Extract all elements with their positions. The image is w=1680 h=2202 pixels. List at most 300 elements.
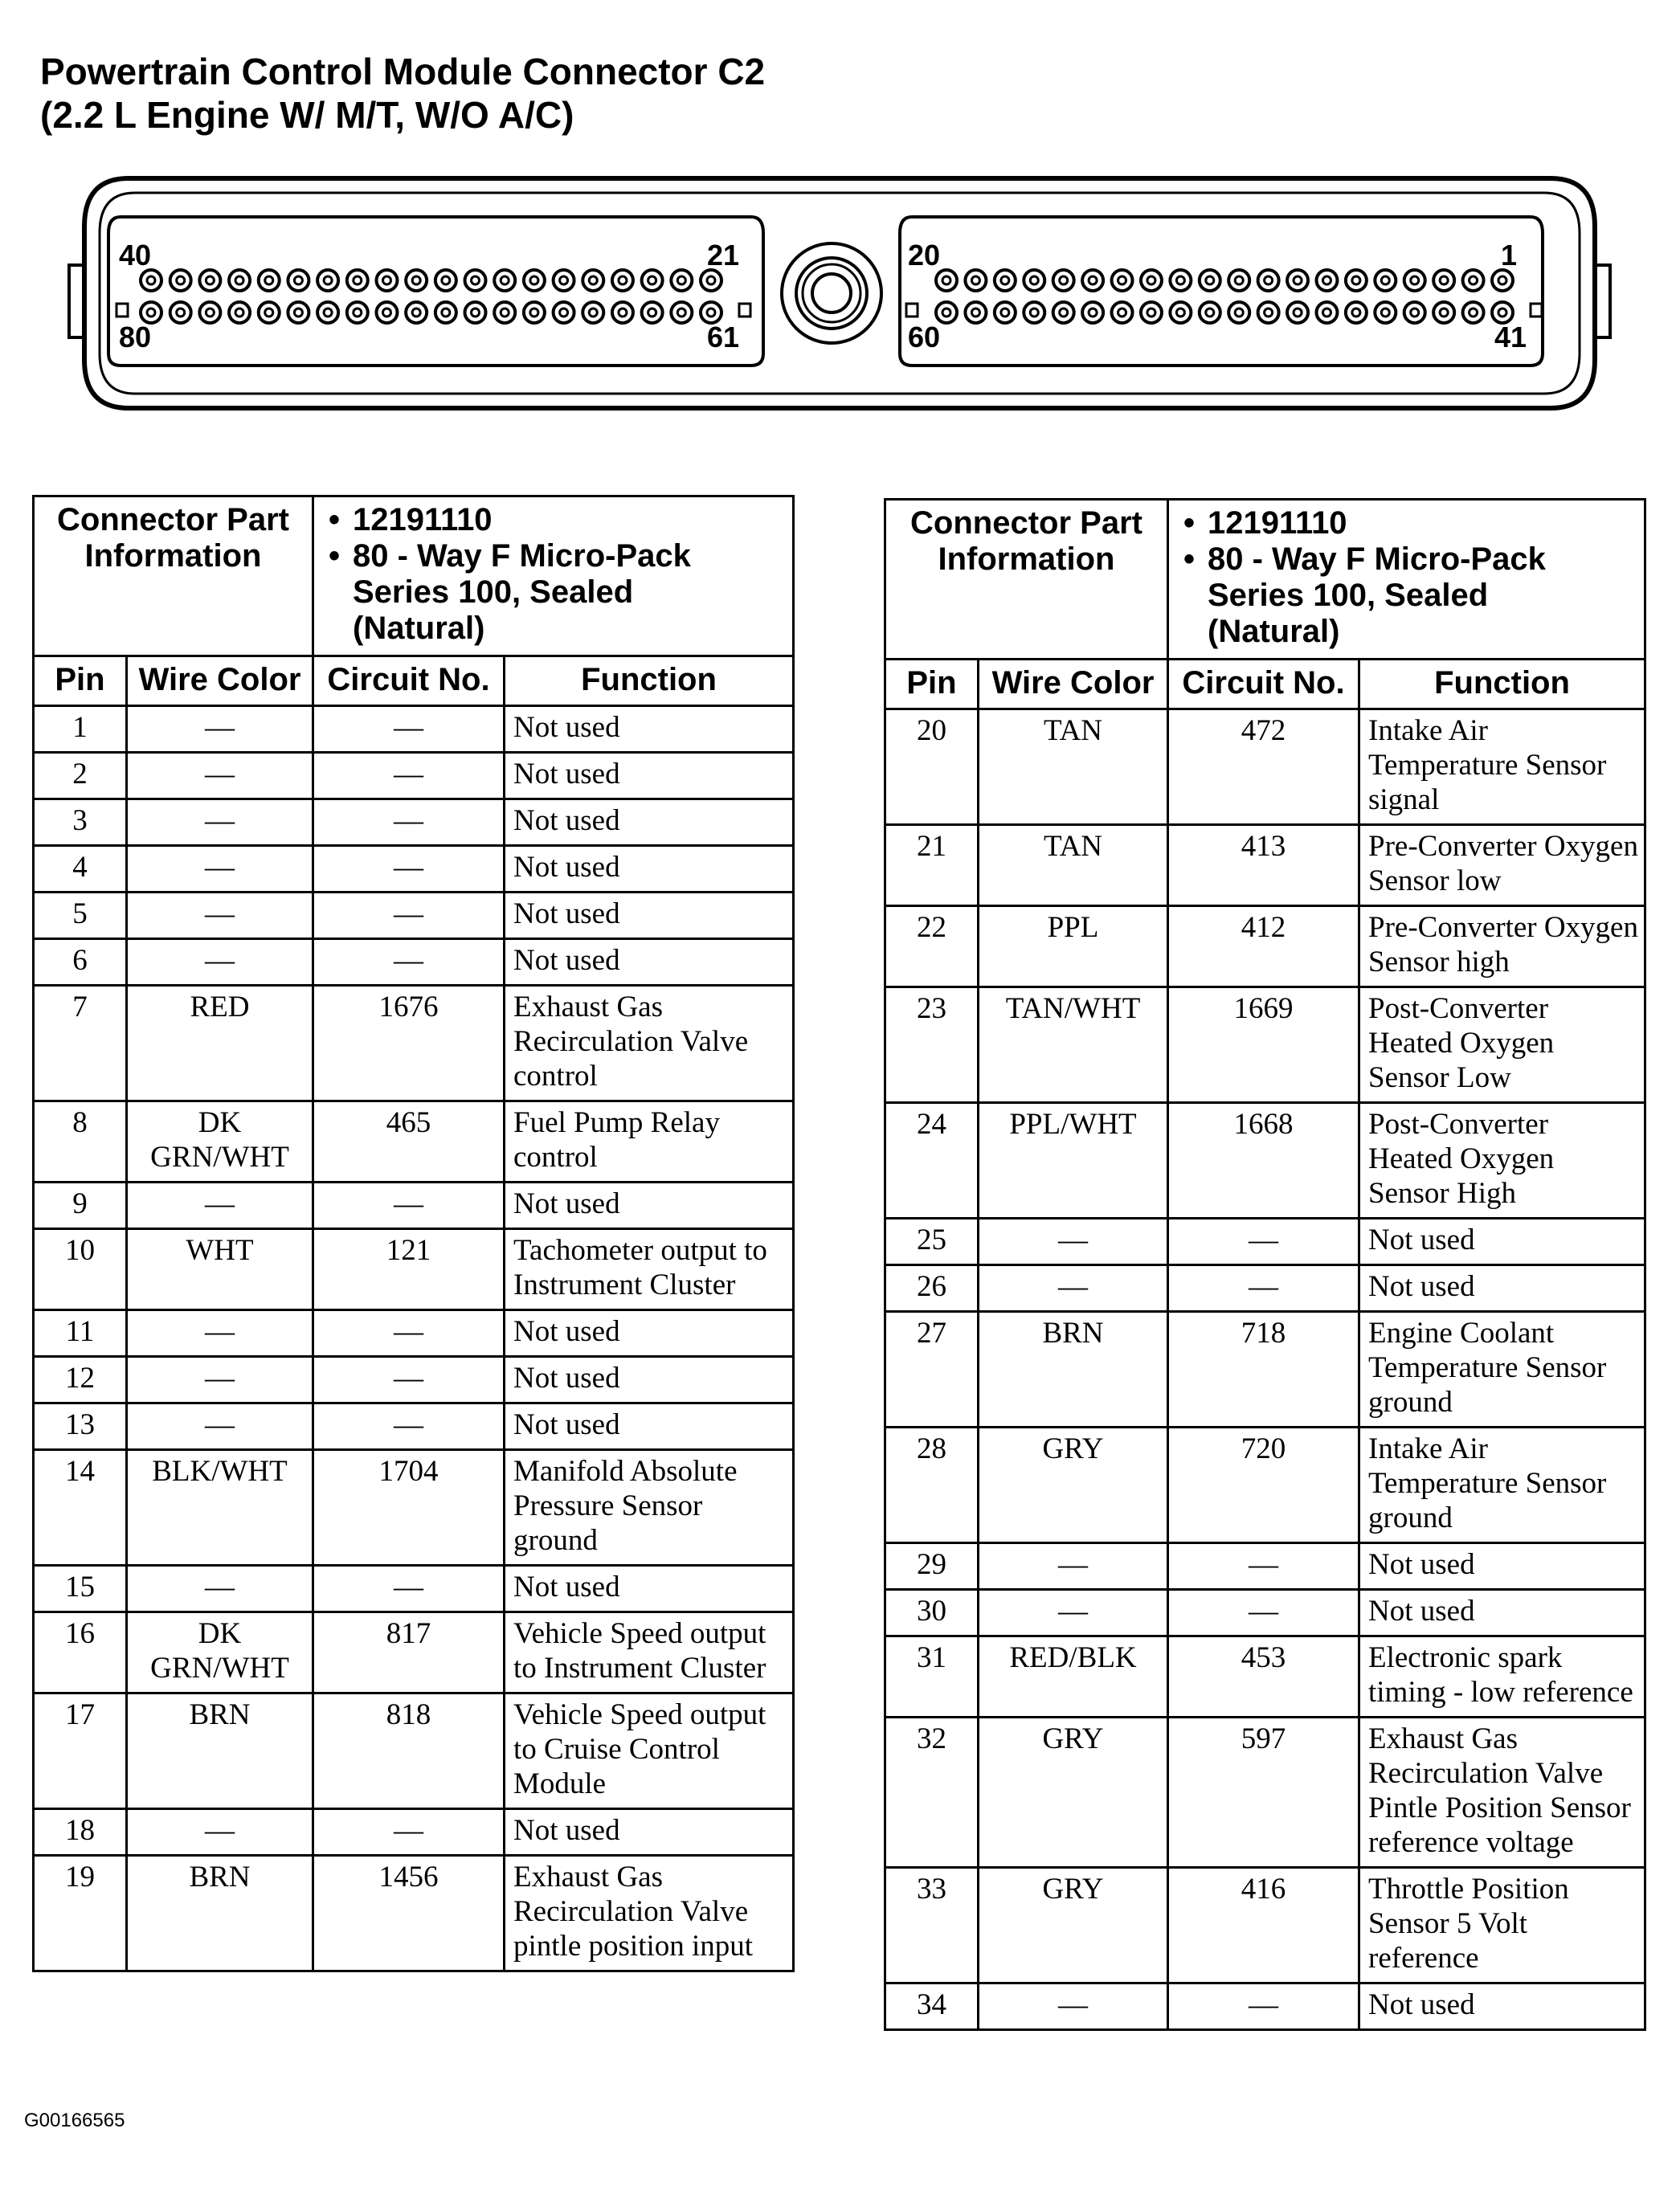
table-row — [34, 893, 794, 939]
left-pin-table — [32, 495, 795, 1972]
pin-cavity — [317, 270, 338, 291]
col-header-function: Function — [1359, 660, 1645, 709]
table-row — [885, 1219, 1645, 1265]
pin-cavity-center — [619, 276, 627, 284]
pin-cell: 4 — [34, 846, 127, 893]
figure-code: G00166565 — [24, 2110, 125, 2131]
connector-housing-outer — [84, 178, 1595, 408]
wire-color-cell: PPL/WHT — [979, 1103, 1168, 1219]
key-center-right — [906, 304, 918, 317]
function-cell: Post-Converter Heated Oxygen Sensor High — [1359, 1103, 1645, 1219]
pin-cavity-center — [442, 276, 450, 284]
pin-cavity — [1492, 270, 1513, 291]
pin-cavity — [376, 270, 397, 291]
table-row — [885, 1590, 1645, 1636]
pin-cavity — [1258, 270, 1279, 291]
wire-color-cell: — — [127, 1357, 313, 1403]
pin-cavity — [1141, 270, 1162, 291]
function-cell: Not used — [505, 799, 794, 846]
function-cell: Not used — [505, 1403, 794, 1450]
function-cell: Not used — [505, 706, 794, 753]
pin-cavity-center — [1206, 308, 1214, 317]
col-header-pin: Pin — [34, 656, 127, 706]
pin-cavity-center — [560, 308, 568, 317]
function-cell: Not used — [505, 1310, 794, 1357]
pin-cell: 8 — [34, 1101, 127, 1183]
pin-cell: 10 — [34, 1229, 127, 1310]
table-row — [34, 1183, 794, 1229]
wire-color-cell: — — [127, 1809, 313, 1856]
pin-cell: 18 — [34, 1809, 127, 1856]
pin-cell: 33 — [885, 1868, 979, 1983]
pin-cavity — [1082, 302, 1103, 323]
pin-cavity — [1287, 302, 1308, 323]
circuit-cell: — — [313, 1403, 505, 1450]
pin-cavity — [1024, 270, 1044, 291]
table-row — [885, 1543, 1645, 1590]
connector-diagram — [0, 0, 1680, 450]
pin-cavity — [1346, 270, 1367, 291]
pin-cavity-center — [206, 276, 214, 284]
wire-color-cell: — — [979, 1590, 1168, 1636]
pin-cavity-center — [648, 308, 656, 317]
col-header-wire: Wire Color — [127, 656, 313, 706]
pin-cavity-center — [1235, 276, 1243, 284]
pin-cavity-center — [589, 276, 597, 284]
pin-cavity — [288, 302, 309, 323]
label-pin-1: 1 — [1501, 239, 1518, 272]
pin-cavity — [1316, 302, 1337, 323]
pin-cavity-center — [942, 276, 950, 284]
right-pin-table — [884, 498, 1646, 2031]
part-description-1: • 80 - Way F Micro-Pack — [1208, 541, 1636, 578]
pin-cell: 22 — [885, 906, 979, 987]
function-cell: Throttle Position Sensor 5 Volt reference — [1359, 1868, 1645, 1983]
pin-cavity — [1375, 302, 1396, 323]
circuit-cell: 412 — [1168, 906, 1359, 987]
pin-cell: 7 — [34, 986, 127, 1101]
pin-cavity-center — [1294, 308, 1302, 317]
left-table-body — [34, 706, 794, 1971]
pin-cell: 12 — [34, 1357, 127, 1403]
circuit-cell: — — [313, 1357, 505, 1403]
pin-cell: 14 — [34, 1450, 127, 1566]
circuit-cell: — — [313, 753, 505, 799]
pin-cavity-center — [1030, 308, 1038, 317]
part-info-details — [313, 496, 794, 656]
title-line-2: (2.2 L Engine W/ M/T, W/O A/C) — [40, 94, 574, 136]
pin-cavity — [259, 270, 280, 291]
col-header-circuit: Circuit No. — [1168, 660, 1359, 709]
part-number: • 12191110 — [353, 502, 784, 538]
circuit-cell: — — [313, 893, 505, 939]
pin-cavity-center — [1060, 308, 1068, 317]
pin-cell: 2 — [34, 753, 127, 799]
table-row — [34, 799, 794, 846]
pin-cavity-center — [971, 276, 979, 284]
pin-cell: 32 — [885, 1718, 979, 1868]
circuit-cell: — — [313, 1566, 505, 1612]
table-row — [34, 1310, 794, 1357]
key-center-left — [739, 304, 750, 317]
pin-cavity-center — [294, 276, 302, 284]
wire-color-cell: GRY — [979, 1868, 1168, 1983]
table-row — [885, 1718, 1645, 1868]
pin-cavity — [1404, 302, 1425, 323]
label-pin-60: 60 — [908, 321, 941, 353]
circuit-cell: — — [313, 939, 505, 986]
pin-cavity-center — [147, 308, 155, 317]
circuit-cell: 818 — [313, 1693, 505, 1809]
circuit-cell: 1669 — [1168, 987, 1359, 1103]
wire-color-cell: BRN — [127, 1693, 313, 1809]
pin-cavity-center — [206, 308, 214, 317]
pin-cavity — [435, 302, 456, 323]
pin-cavity-center — [589, 308, 597, 317]
pin-cell: 19 — [34, 1856, 127, 1971]
pin-cell: 16 — [34, 1612, 127, 1693]
pin-cavity — [347, 302, 368, 323]
pin-cavity-center — [1411, 276, 1419, 284]
pin-cavity-center — [1498, 276, 1506, 284]
pin-cell: 3 — [34, 799, 127, 846]
pin-cavity-center — [235, 276, 243, 284]
pin-cavity — [1463, 270, 1484, 291]
pin-cavity — [995, 270, 1016, 291]
pin-cavity-center — [1265, 308, 1273, 317]
pin-cavity — [259, 302, 280, 323]
pin-cavity — [936, 270, 957, 291]
pin-cavity — [170, 302, 191, 323]
right-table-body — [885, 709, 1645, 2030]
pin-cavity-center — [1498, 308, 1506, 317]
key-left — [116, 304, 128, 317]
pin-cavity-center — [501, 276, 509, 284]
pin-cavity — [1375, 270, 1396, 291]
table-row — [885, 987, 1645, 1103]
function-cell: Intake Air Temperature Sensor signal — [1359, 709, 1645, 825]
wire-color-cell: PPL — [979, 906, 1168, 987]
wire-color-cell: GRY — [979, 1718, 1168, 1868]
wire-color-cell: — — [979, 1983, 1168, 2030]
pin-cavity — [701, 270, 721, 291]
pin-cavity-center — [265, 308, 273, 317]
circuit-cell: 413 — [1168, 825, 1359, 906]
wire-color-cell: TAN — [979, 709, 1168, 825]
pin-cavity — [229, 302, 250, 323]
pin-cavity-center — [648, 276, 656, 284]
function-cell: Not used — [505, 753, 794, 799]
circuit-cell: — — [313, 846, 505, 893]
pin-cavity-center — [412, 276, 420, 284]
pin-cavity-center — [530, 276, 538, 284]
pin-cavity-center — [1235, 308, 1243, 317]
label-pin-20: 20 — [908, 239, 941, 272]
pin-cell: 21 — [885, 825, 979, 906]
table-row — [34, 753, 794, 799]
table-row — [885, 1983, 1645, 2030]
center-bolt-ring — [796, 258, 867, 329]
pin-cavity — [1170, 302, 1191, 323]
pin-cavity-center — [1089, 276, 1097, 284]
pin-cell: 13 — [34, 1403, 127, 1450]
table-row — [34, 939, 794, 986]
table-row — [34, 846, 794, 893]
pin-cavity-center — [177, 308, 185, 317]
pin-cavity — [1112, 302, 1133, 323]
pin-cavity — [199, 302, 220, 323]
pin-cavity-center — [1440, 308, 1448, 317]
pin-cell: 1 — [34, 706, 127, 753]
connector-housing-inner — [100, 193, 1580, 394]
pin-cavity — [965, 270, 986, 291]
pin-cavity-center — [472, 308, 480, 317]
pin-cavity — [1228, 270, 1249, 291]
circuit-cell: — — [1168, 1265, 1359, 1312]
circuit-cell: — — [1168, 1983, 1359, 2030]
label-pin-80: 80 — [119, 321, 152, 353]
pin-cavity — [1053, 270, 1074, 291]
circuit-cell: — — [1168, 1590, 1359, 1636]
label-pin-61: 61 — [707, 321, 740, 353]
pin-cell: 25 — [885, 1219, 979, 1265]
pin-cavity-center — [354, 276, 362, 284]
pin-cavity-center — [294, 308, 302, 317]
circuit-cell: — — [313, 1809, 505, 1856]
pin-cavity-center — [1469, 276, 1478, 284]
label-pin-40: 40 — [119, 239, 152, 272]
pin-cavity — [554, 302, 574, 323]
col-header-wire: Wire Color — [979, 660, 1168, 709]
pin-cavity — [170, 270, 191, 291]
wire-color-cell: DK GRN/WHT — [127, 1612, 313, 1693]
pin-cavity — [376, 302, 397, 323]
function-cell: Vehicle Speed output to Cruise Control Module — [505, 1693, 794, 1809]
circuit-cell: 121 — [313, 1229, 505, 1310]
function-cell: Not used — [505, 1809, 794, 1856]
circuit-cell: — — [313, 706, 505, 753]
pin-cavity — [1112, 270, 1133, 291]
pin-cavity — [1082, 270, 1103, 291]
table-row — [34, 1693, 794, 1809]
pin-cavity-center — [324, 308, 332, 317]
wire-color-cell: — — [127, 753, 313, 799]
pin-cavity — [435, 270, 456, 291]
pin-cell: 5 — [34, 893, 127, 939]
pin-cavity — [1024, 302, 1044, 323]
circuit-cell: 416 — [1168, 1868, 1359, 1983]
table-row — [34, 986, 794, 1101]
function-cell: Pre-Converter Oxygen Sensor high — [1359, 906, 1645, 987]
table-row — [34, 1566, 794, 1612]
wire-color-cell: BLK/WHT — [127, 1450, 313, 1566]
col-header-function: Function — [505, 656, 794, 706]
pin-cell: 30 — [885, 1590, 979, 1636]
function-cell: Not used — [1359, 1983, 1645, 2030]
pin-cavity-center — [1352, 308, 1360, 317]
pin-cavity-center — [1381, 276, 1389, 284]
pin-cavity — [288, 270, 309, 291]
pin-cavity-center — [1469, 308, 1478, 317]
table-row — [34, 1229, 794, 1310]
center-bolt-hub — [812, 274, 851, 313]
function-cell: Not used — [1359, 1590, 1645, 1636]
pin-cell: 11 — [34, 1310, 127, 1357]
function-cell: Post-Converter Heated Oxygen Sensor Low — [1359, 987, 1645, 1103]
wire-color-cell: — — [127, 893, 313, 939]
part-info-row — [885, 500, 1645, 660]
col-header-pin: Pin — [885, 660, 979, 709]
key-right — [1531, 304, 1542, 317]
pin-cell: 27 — [885, 1312, 979, 1428]
pin-cell: 9 — [34, 1183, 127, 1229]
pin-cell: 28 — [885, 1428, 979, 1543]
pin-cavity-center — [707, 308, 715, 317]
circuit-cell: 1456 — [313, 1856, 505, 1971]
pin-cavity-center — [382, 276, 390, 284]
pin-cavity — [1404, 270, 1425, 291]
wire-color-cell: — — [127, 1566, 313, 1612]
wire-color-cell: — — [127, 939, 313, 986]
wire-color-cell: TAN/WHT — [979, 987, 1168, 1103]
column-header-row — [34, 656, 794, 706]
pin-cavity — [229, 270, 250, 291]
pin-cavity — [1258, 302, 1279, 323]
pin-cavity — [1200, 270, 1220, 291]
pin-cavity — [612, 270, 633, 291]
function-cell: Exhaust Gas Recirculation Valve Pintle Position Sensor reference voltage — [1359, 1718, 1645, 1868]
table-row — [885, 709, 1645, 825]
pin-cavity — [612, 302, 633, 323]
part-description-3: (Natural) — [1208, 614, 1340, 649]
function-cell: Not used — [505, 846, 794, 893]
pin-cavity-center — [1030, 276, 1038, 284]
pin-cavity-center — [677, 308, 685, 317]
pin-cavity — [671, 270, 692, 291]
circuit-cell: 817 — [313, 1612, 505, 1693]
wire-color-cell: — — [127, 706, 313, 753]
pin-cavity-center — [530, 308, 538, 317]
part-description-3: (Natural) — [353, 611, 485, 646]
pin-cavity — [494, 270, 515, 291]
pin-cavity — [1316, 270, 1337, 291]
pin-cavity — [406, 270, 427, 291]
part-info-row — [34, 496, 794, 656]
pin-cavity-center — [235, 308, 243, 317]
pin-cavity — [1463, 302, 1484, 323]
function-cell: Pre-Converter Oxygen Sensor low — [1359, 825, 1645, 906]
pin-cavity — [642, 302, 663, 323]
pin-cell: 15 — [34, 1566, 127, 1612]
circuit-cell: 472 — [1168, 709, 1359, 825]
pin-cavity — [199, 270, 220, 291]
pin-cavity-center — [1001, 308, 1009, 317]
wire-color-cell: — — [127, 1403, 313, 1450]
wire-color-cell: — — [979, 1265, 1168, 1312]
circuit-cell: — — [313, 799, 505, 846]
table-row — [34, 1450, 794, 1566]
function-cell: Not used — [505, 1357, 794, 1403]
pin-cavity — [582, 302, 603, 323]
pin-cavity-center — [265, 276, 273, 284]
pin-cavity-center — [147, 276, 155, 284]
wire-color-cell: — — [127, 1183, 313, 1229]
function-cell: Not used — [1359, 1265, 1645, 1312]
pin-cavity-center — [1060, 276, 1068, 284]
label-pin-21: 21 — [707, 239, 740, 272]
pin-cavity-center — [177, 276, 185, 284]
part-info-details — [1168, 500, 1645, 660]
column-header-row — [885, 660, 1645, 709]
pin-cavity-center — [1294, 276, 1302, 284]
pin-cavity — [1228, 302, 1249, 323]
pin-cavity-center — [324, 276, 332, 284]
pin-cavity — [1433, 302, 1454, 323]
pin-cavity-center — [442, 308, 450, 317]
pin-cavity — [494, 302, 515, 323]
function-cell: Engine Coolant Temperature Sensor ground — [1359, 1312, 1645, 1428]
table-row — [885, 906, 1645, 987]
table-row — [34, 1809, 794, 1856]
function-cell: Not used — [505, 1566, 794, 1612]
function-cell: Electronic spark timing - low reference — [1359, 1636, 1645, 1718]
pin-cavity-center — [1147, 276, 1155, 284]
pin-cavity-center — [1089, 308, 1097, 317]
circuit-cell: 1668 — [1168, 1103, 1359, 1219]
pin-cavity-center — [1176, 276, 1184, 284]
pin-cell: 29 — [885, 1543, 979, 1590]
pin-cavity-center — [707, 276, 715, 284]
function-cell: Tachometer output to Instrument Cluster — [505, 1229, 794, 1310]
pin-cavity — [1053, 302, 1074, 323]
part-info-label: Connector Part Information — [885, 500, 1168, 660]
part-description-1: • 80 - Way F Micro-Pack — [353, 538, 784, 574]
circuit-cell: 718 — [1168, 1312, 1359, 1428]
pin-cavity — [1433, 270, 1454, 291]
function-cell: Not used — [505, 1183, 794, 1229]
table-row — [885, 825, 1645, 906]
pin-cavity-center — [412, 308, 420, 317]
table-row — [34, 706, 794, 753]
circuit-cell: 1704 — [313, 1450, 505, 1566]
circuit-cell: — — [313, 1183, 505, 1229]
table-row — [885, 1265, 1645, 1312]
table-row — [885, 1312, 1645, 1428]
pin-cavity-center — [1352, 276, 1360, 284]
table-row — [34, 1101, 794, 1183]
pin-cavity-center — [942, 308, 950, 317]
pin-cavity — [1141, 302, 1162, 323]
circuit-cell: 597 — [1168, 1718, 1359, 1868]
col-header-circuit: Circuit No. — [313, 656, 505, 706]
pin-cavity — [317, 302, 338, 323]
pin-cavity — [524, 302, 545, 323]
pin-cavity-center — [354, 308, 362, 317]
wire-color-cell: — — [127, 846, 313, 893]
pin-cavity-center — [1147, 308, 1155, 317]
pin-cavity-center — [1381, 308, 1389, 317]
circuit-cell: 453 — [1168, 1636, 1359, 1718]
table-row — [885, 1428, 1645, 1543]
part-description-2: Series 100, Sealed — [353, 574, 634, 610]
pin-cavity — [465, 270, 486, 291]
pin-cavity-center — [501, 308, 509, 317]
circuit-cell: — — [1168, 1219, 1359, 1265]
function-cell: Exhaust Gas Recirculation Valve control — [505, 986, 794, 1101]
wire-color-cell: WHT — [127, 1229, 313, 1310]
circuit-cell: 465 — [313, 1101, 505, 1183]
pin-cavity-center — [472, 276, 480, 284]
